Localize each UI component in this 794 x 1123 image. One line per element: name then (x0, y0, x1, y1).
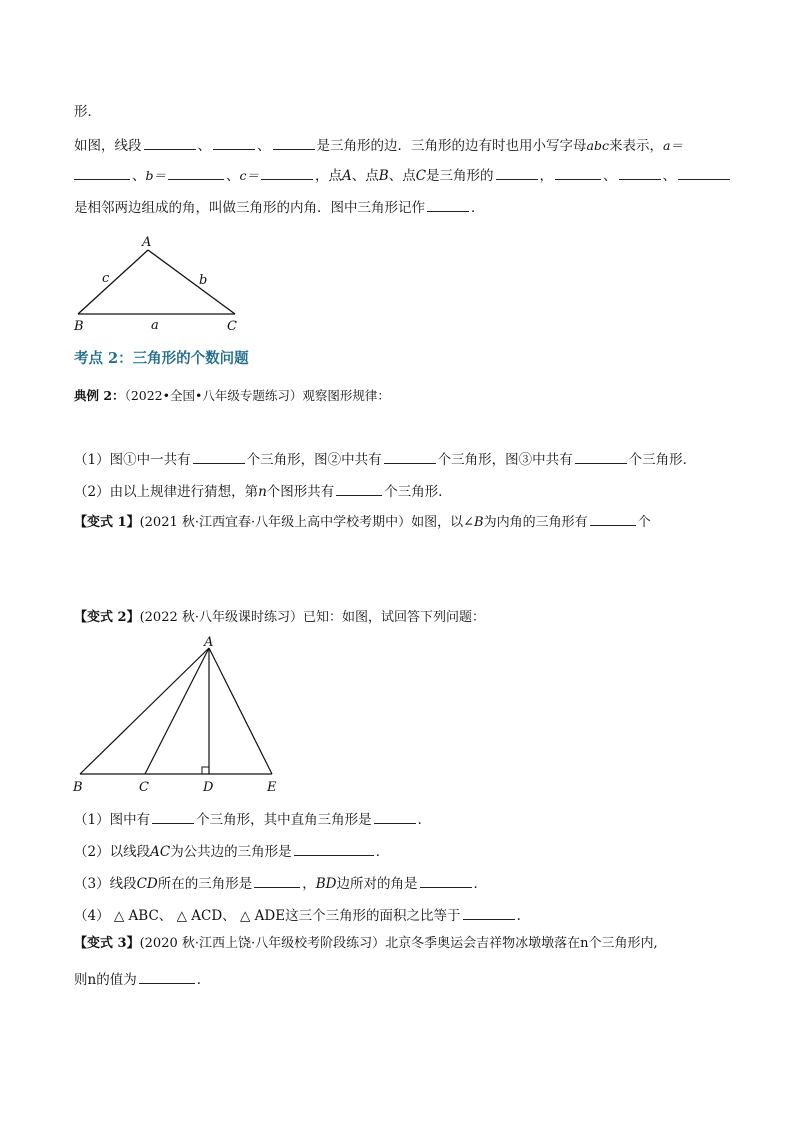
variant3-line-1 (74, 934, 658, 954)
text: (2022 秋·八年级课时练习）已知：如图，试回答下列问题： (139, 610, 485, 625)
answer-blank[interactable] (213, 134, 255, 150)
text: （2）以线段 (74, 844, 151, 860)
answer-blank[interactable] (678, 164, 730, 180)
answer-blank[interactable] (555, 164, 601, 180)
text: b＝ (145, 168, 167, 183)
text: 个三角形，图②中共有 (246, 452, 382, 468)
text: （3）线段 (74, 876, 137, 892)
point-label-e: E (267, 780, 277, 795)
variant2-q4 (74, 904, 530, 926)
text: （1）图①中一共有 (74, 452, 191, 468)
example2-q1 (74, 448, 696, 470)
text: 、点 (388, 168, 416, 184)
answer-blank[interactable] (254, 872, 300, 888)
text: C (415, 168, 427, 184)
answer-blank[interactable] (74, 164, 130, 180)
text: 、 (257, 138, 271, 154)
text: 为公共边的三角形是 (170, 844, 292, 860)
text: 【变式 2】 (74, 610, 140, 625)
text: 个三角形． (628, 452, 697, 468)
variant2-q1 (74, 808, 431, 830)
variant1-line (74, 510, 651, 533)
segment-ae (209, 648, 272, 774)
vertex-label-a: A (142, 235, 152, 250)
text: 个三角形． (384, 484, 452, 500)
example2-header (74, 386, 390, 406)
text: 【变式 1】 (74, 515, 140, 530)
text: (2020 秋·江西上饶·八年级校考阶段练习）北京冬季奥运会吉祥物冰墩墩落在 (139, 936, 581, 951)
intro-line-3 (74, 164, 732, 186)
variant2-header (74, 608, 485, 628)
answer-blank[interactable] (139, 968, 195, 984)
answer-blank[interactable] (427, 196, 469, 212)
variant3-line-2 (74, 968, 210, 990)
text: (2021 秋·江西宜春·八年级上高中学校考期中）如图，以∠ (139, 515, 475, 530)
text: ． (516, 908, 531, 924)
answer-blank[interactable] (152, 808, 194, 824)
text: 考点 2：三角形的个数问题 (74, 350, 249, 367)
text: 、 (662, 168, 677, 184)
answer-blank[interactable] (420, 872, 472, 888)
text: 是相邻两边组成的角，叫做三角形的内角．图中三角形记作 (74, 200, 425, 216)
text: （4） △ ABC、 △ ACD、 △ ADE这三个三角形的面积之比等于 (74, 908, 461, 924)
side-ba (78, 250, 148, 314)
text: A (342, 168, 352, 184)
answer-blank[interactable] (374, 808, 416, 824)
text: B (474, 515, 484, 530)
text: （1）图中有 (74, 812, 151, 828)
text: 形． (74, 104, 101, 120)
text: ， (539, 168, 554, 184)
answer-blank[interactable] (193, 448, 245, 464)
text: 则 (74, 972, 88, 988)
answer-blank[interactable] (619, 164, 661, 180)
text: （2）由以上规律进行猜想，第 (74, 484, 259, 500)
answer-blank[interactable] (168, 164, 224, 180)
text: 个图形共有 (266, 484, 335, 500)
point-label-a: A (204, 635, 214, 650)
text: 如图，线段 (74, 138, 142, 154)
text: CD (136, 876, 158, 892)
vertex-label-c: C (227, 319, 237, 334)
text: 的值为 (96, 972, 137, 988)
text: BD (315, 876, 337, 892)
triangle-figure-2 (66, 634, 296, 800)
text: 、点 (351, 168, 379, 184)
answer-blank[interactable] (273, 134, 315, 150)
answer-blank[interactable] (384, 448, 436, 464)
variant2-q3 (74, 872, 487, 894)
text: 、 (132, 168, 146, 184)
answer-blank[interactable] (294, 840, 374, 856)
text: c＝ (239, 168, 260, 183)
text: ． (417, 812, 432, 828)
vertex-label-b: B (74, 319, 84, 334)
text: n (87, 972, 97, 988)
text: 、 (197, 138, 211, 154)
text: a＝ (662, 138, 683, 153)
intro-line-1 (74, 102, 101, 122)
text: ． (473, 876, 487, 892)
text: 个三角形内, (588, 936, 658, 951)
point-label-c: C (139, 780, 149, 795)
segment-ab (80, 648, 209, 774)
text: 来表示， (608, 138, 663, 154)
variant2-q2 (74, 840, 389, 862)
side-ac (148, 250, 235, 314)
triangle-figure (60, 232, 260, 334)
intro-line-2 (74, 134, 683, 156)
text: 个三角形，图③中共有 (437, 452, 573, 468)
point-label-b: B (73, 780, 83, 795)
intro-line-4 (74, 196, 485, 218)
text: ． (375, 844, 390, 860)
text: 是三角形的 (426, 168, 494, 184)
answer-blank[interactable] (463, 904, 515, 920)
text: 所在的三角形是 (157, 876, 253, 892)
answer-blank[interactable] (575, 448, 627, 464)
text: 边所对的角是 (336, 876, 418, 892)
text: n (580, 936, 589, 951)
segment-ac (145, 648, 209, 774)
text: n (258, 484, 267, 500)
section-heading (74, 349, 249, 369)
text: 、 (226, 168, 240, 184)
text: 个 (637, 515, 651, 530)
example2-q2 (74, 480, 452, 502)
text: 个三角形，其中直角三角形是 (196, 812, 372, 828)
answer-blank[interactable] (144, 134, 196, 150)
text: 是三角形的边．三角形的边有时也用小写字母 (316, 138, 587, 154)
text: ， (302, 876, 316, 892)
text: ，点 (315, 168, 343, 184)
text: （2022•全国•八年级专题练习）观察图形规律： (124, 388, 390, 403)
text: 【变式 3】 (74, 936, 140, 951)
answer-blank[interactable] (496, 164, 538, 180)
side-label-b: b (199, 273, 208, 288)
side-label-a: a (151, 318, 159, 333)
point-label-d: D (203, 780, 214, 795)
text: B (378, 168, 389, 184)
answer-blank[interactable] (261, 164, 313, 180)
answer-blank[interactable] (336, 480, 382, 496)
answer-blank[interactable] (590, 510, 636, 526)
text: AC (150, 844, 171, 860)
text: ． (471, 200, 485, 216)
text: abc (586, 138, 609, 153)
text: 为内角的三角形有 (483, 515, 588, 530)
side-label-c: c (102, 271, 110, 286)
right-angle-mark (202, 767, 209, 774)
text: ． (196, 972, 211, 988)
text: 典例 2： (74, 388, 125, 403)
text: 、 (603, 168, 617, 184)
